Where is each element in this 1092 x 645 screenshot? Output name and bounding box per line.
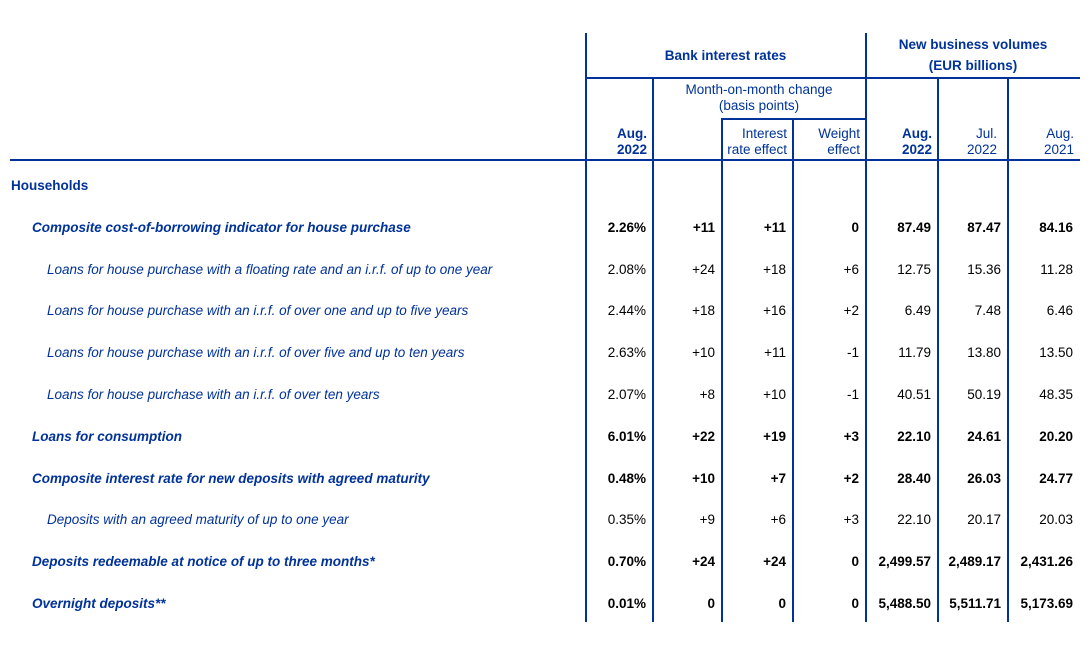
- cell-volume-aug-2022: 22.10: [897, 511, 931, 527]
- cell-volume-jul-2022: 50.19: [967, 386, 1001, 402]
- cell-weight-effect: +3: [843, 511, 859, 527]
- row-label: Loans for house purchase with an i.r.f. of over five and up to ten years: [47, 344, 465, 360]
- column-header-line1: Interest: [741, 126, 787, 141]
- row-label: Overnight deposits**: [32, 595, 166, 611]
- cell-volume-jul-2022: 2,489.17: [948, 553, 1001, 569]
- cell-volume-aug-2022: 40.51: [897, 386, 931, 402]
- cell-interest-rate-effect: +11: [763, 219, 786, 235]
- row-label: Deposits redeemable at notice of up to three months*: [32, 553, 375, 569]
- cell-interest-rate-effect: +18: [763, 261, 786, 277]
- cell-mom-change: +24: [692, 261, 715, 277]
- cell-mom-change: +10: [692, 470, 715, 486]
- cell-mom-change: +11: [692, 219, 715, 235]
- column-header-weight-effect: [793, 120, 866, 158]
- section-label: Households: [11, 177, 89, 193]
- column-header-year: 2021: [1043, 142, 1074, 157]
- cell-interest-rate-effect: +6: [770, 511, 786, 527]
- cell-rate: 0.01%: [607, 595, 646, 611]
- cell-volume-aug-2021: 6.46: [1046, 302, 1073, 318]
- cell-interest-rate-effect: +16: [763, 302, 786, 318]
- row-label: Composite interest rate for new deposits with agreed maturity: [32, 470, 430, 486]
- cell-rate: 6.01%: [607, 428, 646, 444]
- column-header-interest-rate-effect: [722, 120, 793, 158]
- cell-weight-effect: +3: [843, 428, 859, 444]
- column-header-line2: rate effect: [727, 142, 787, 157]
- row-composite-cost-of-borrowing: [0, 206, 1080, 248]
- cell-volume-aug-2022: 22.10: [897, 428, 931, 444]
- cell-volume-aug-2022: 28.40: [897, 470, 931, 486]
- cell-interest-rate-effect: +10: [763, 386, 786, 402]
- row-composite-rate-new-deposits: [0, 457, 1080, 499]
- cell-volume-aug-2021: 24.77: [1039, 470, 1073, 486]
- column-header-volumes-aug-2022: [866, 120, 938, 158]
- column-header-volumes-aug-2021: [1008, 120, 1080, 158]
- cell-mom-change: +8: [699, 386, 715, 402]
- column-header-volumes-jul-2022: [938, 120, 1008, 158]
- cell-weight-effect: 0: [851, 595, 859, 611]
- cell-interest-rate-effect: +19: [763, 428, 786, 444]
- group-header-new-business-volumes: [866, 32, 1080, 77]
- subheader-line1: Month-on-month change: [685, 82, 833, 97]
- cell-weight-effect: +6: [843, 261, 859, 277]
- column-header-month: Aug.: [1046, 126, 1074, 141]
- cell-interest-rate-effect: +24: [763, 553, 786, 569]
- cell-volume-aug-2021: 20.20: [1039, 428, 1073, 444]
- cell-weight-effect: +2: [843, 470, 859, 486]
- cell-weight-effect: -1: [846, 386, 859, 402]
- column-header-month: Jul.: [975, 126, 997, 141]
- row-loans-irf-over-ten-years: [0, 373, 1080, 415]
- row-deposits-agreed-maturity-one-year: [0, 498, 1080, 540]
- column-header-year: 2022: [966, 142, 997, 157]
- cell-rate: 2.08%: [607, 261, 646, 277]
- cell-volume-aug-2021: 84.16: [1039, 219, 1073, 235]
- cell-mom-change: 0: [707, 595, 715, 611]
- cell-volume-jul-2022: 87.47: [967, 219, 1001, 235]
- cell-volume-jul-2022: 20.17: [967, 511, 1001, 527]
- cell-volume-aug-2022: 6.49: [904, 302, 931, 318]
- column-header-rates-aug-2022: [585, 120, 653, 158]
- row-loans-irf-five-to-ten-years: [0, 331, 1080, 373]
- cell-volume-aug-2021: 13.50: [1039, 344, 1073, 360]
- row-label: Loans for house purchase with an i.r.f. of over ten years: [47, 386, 380, 402]
- subheader-line2: (basis points): [718, 98, 800, 113]
- row-label: Loans for house purchase with a floating rate and an i.r.f. of up to one year: [47, 261, 493, 277]
- cell-volume-aug-2021: 5,173.69: [1020, 595, 1073, 611]
- table-border: [585, 77, 1080, 79]
- cell-rate: 2.63%: [607, 344, 646, 360]
- group-header-label-line1: New business volumes: [898, 36, 1048, 52]
- cell-rate: 2.44%: [607, 302, 646, 318]
- row-loans-irf-one-to-five-years: [0, 289, 1080, 331]
- row-households-section: [0, 164, 1080, 206]
- row-loans-floating-rate-up-to-one-year: [0, 248, 1080, 290]
- cell-mom-change: +9: [699, 511, 715, 527]
- header-separator-line: [10, 159, 1080, 161]
- group-header-bank-interest-rates: [586, 33, 865, 77]
- cell-rate: 0.35%: [607, 511, 646, 527]
- cell-volume-jul-2022: 26.03: [967, 470, 1001, 486]
- row-label: Loans for consumption: [32, 428, 182, 444]
- cell-volume-aug-2021: 48.35: [1039, 386, 1073, 402]
- cell-volume-jul-2022: 5,511.71: [949, 595, 1001, 611]
- cell-volume-aug-2021: 2,431.26: [1020, 553, 1073, 569]
- cell-interest-rate-effect: +7: [770, 470, 786, 486]
- column-header-line1: Weight: [818, 126, 860, 141]
- cell-weight-effect: 0: [851, 553, 859, 569]
- row-label: Composite cost-of-borrowing indicator for house purchase: [32, 219, 411, 235]
- cell-volume-aug-2022: 5,488.50: [878, 595, 931, 611]
- cell-volume-aug-2021: 20.03: [1039, 511, 1073, 527]
- column-header-month: Aug.: [617, 126, 647, 141]
- cell-rate: 2.07%: [607, 386, 646, 402]
- cell-volume-jul-2022: 24.61: [967, 428, 1001, 444]
- subheader-month-on-month-change: [653, 82, 865, 114]
- cell-weight-effect: +2: [843, 302, 859, 318]
- row-label: Loans for house purchase with an i.r.f. of over one and up to five years: [47, 302, 469, 318]
- cell-volume-aug-2021: 11.28: [1040, 261, 1073, 277]
- column-header-year: 2022: [616, 142, 647, 157]
- cell-rate: 0.48%: [607, 470, 646, 486]
- cell-volume-aug-2022: 11.79: [898, 344, 931, 360]
- group-header-label-line2: (EUR billions): [928, 57, 1018, 73]
- cell-volume-aug-2022: 87.49: [897, 219, 931, 235]
- cell-volume-jul-2022: 7.48: [974, 302, 1001, 318]
- cell-rate: 0.70%: [607, 553, 646, 569]
- cell-mom-change: +10: [692, 344, 715, 360]
- cell-rate: 2.26%: [607, 219, 646, 235]
- row-deposits-redeemable-at-notice: [0, 540, 1080, 582]
- group-header-label: Bank interest rates: [664, 47, 787, 63]
- cell-mom-change: +24: [692, 553, 715, 569]
- cell-volume-jul-2022: 13.80: [967, 344, 1001, 360]
- cell-volume-aug-2022: 12.75: [897, 261, 931, 277]
- cell-mom-change: +18: [692, 302, 715, 318]
- column-header-line2: effect: [827, 142, 860, 157]
- column-header-year: 2022: [901, 142, 932, 157]
- row-overnight-deposits: [0, 582, 1080, 624]
- cell-volume-aug-2022: 2,499.57: [878, 553, 931, 569]
- cell-weight-effect: 0: [851, 219, 859, 235]
- cell-interest-rate-effect: +11: [764, 344, 786, 360]
- column-header-month: Aug.: [902, 126, 932, 141]
- cell-mom-change: +22: [692, 428, 715, 444]
- cell-interest-rate-effect: 0: [778, 595, 786, 611]
- row-label: Deposits with an agreed maturity of up to one year: [47, 511, 349, 527]
- cell-weight-effect: -1: [846, 344, 859, 360]
- cell-volume-jul-2022: 15.36: [967, 261, 1001, 277]
- row-loans-for-consumption: [0, 415, 1080, 457]
